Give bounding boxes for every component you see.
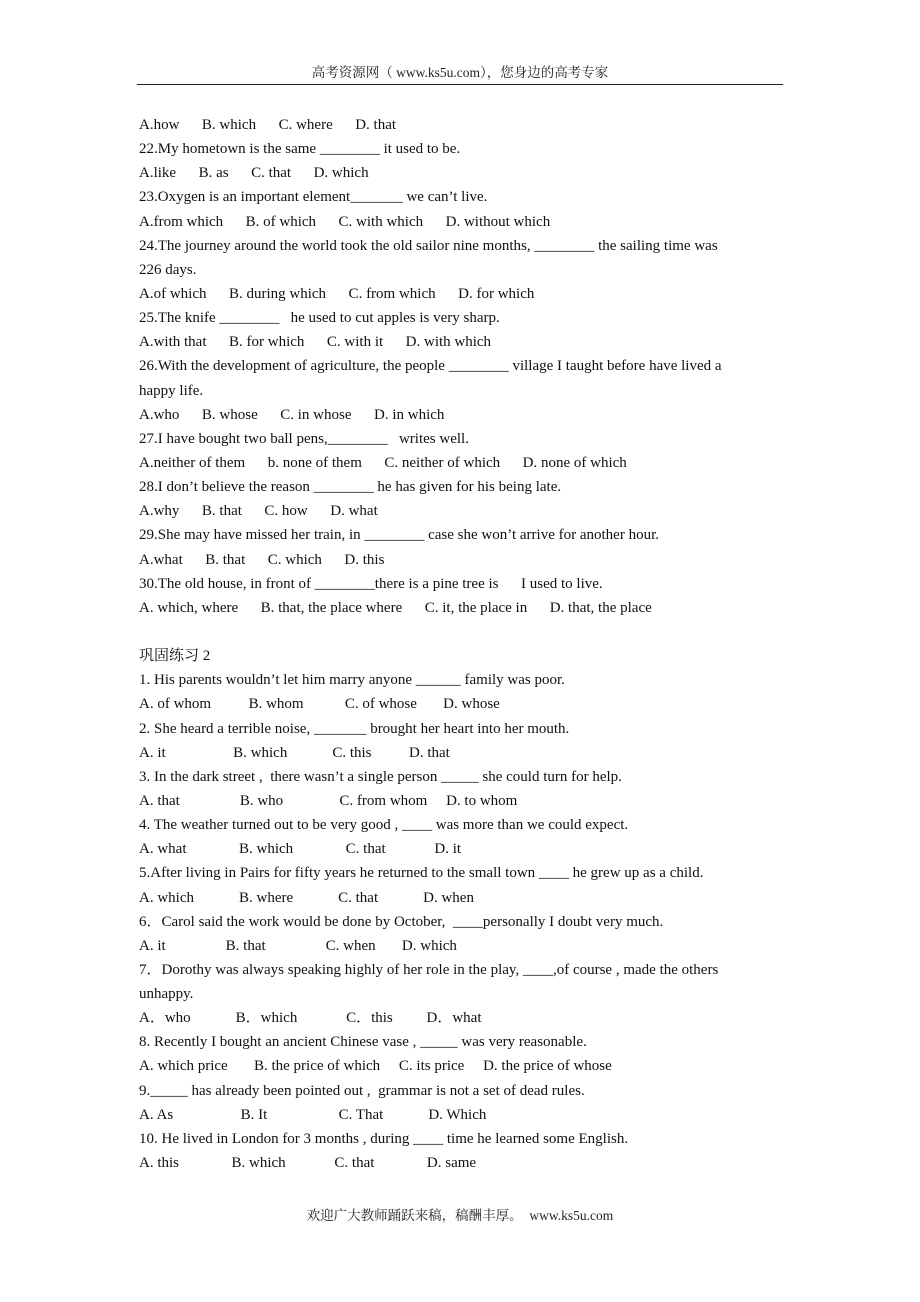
text-line: A.with that B. for which C. with it D. with which [139,334,492,351]
text-line: 25.The knife ________ he used to cut apples is very sharp. [139,310,500,327]
text-line: A. what B. which C. that D. it [139,841,462,858]
document-body [139,113,783,1175]
text-line: 1. His parents wouldn’t let him marry anyone ______ family was poor. [139,672,565,689]
text-line: A. this B. which C. that D. same [139,1155,477,1172]
text-line: A.how B. which C. where D. that [139,117,397,133]
text-line: 7．Dorothy was always speaking highly of her role in the play, ____,of course , made the others [139,961,719,978]
text-line: A.why B. that C. how D. what [139,503,378,520]
text-line: A.who B. whose C. in whose D. in which [139,406,445,423]
text-line: 29.She may have missed her train, in ________ case she won’t arrive for another hour. [139,527,660,544]
text-line: 26.With the development of agriculture, the people ________ village I taught before have lived a [139,358,722,375]
text-line: A. it B. that C. when D. which [139,937,457,954]
text-line: 8. Recently I bought an ancient Chinese vase , _____ was very reasonable. [139,1034,587,1051]
text-line: A. that B. who C. from whom D. to whom [139,792,518,809]
text-line: 24.The journey around the world took the old sailor nine months, ________ the sailing time was [139,237,718,254]
text-line: A. which B. where C. that D. when [139,889,474,906]
text-line: A. of whom B. whom C. of whose D. whose [139,696,500,713]
text-line: A. As B. It C. That D. Which [139,1106,487,1123]
text-line: happy life. [139,382,204,399]
text-line: 5.After living in Pairs for fifty years he returned to the small town ____ he grew up as a child. [139,865,704,882]
text-line: A. which price B. the price of which C. its price D. the price of whose [139,1058,612,1075]
text-line: 4. The weather turned out to be very good , ____ was more than we could expect. [139,817,629,834]
text-line: 10. He lived in London for 3 months , during ____ time he learned some English. [139,1130,629,1147]
section-heading: 巩固练习 2 [139,648,211,665]
text-line: A.what B. that C. which D. this [139,551,385,568]
text-line: 27.I have bought two ball pens,________ writes well. [139,430,469,447]
text-line: A.from which B. of which C. with which D. without which [139,213,551,230]
text-line: 3. In the dark street , there wasn’t a single person _____ she could turn for help. [139,768,622,785]
header-divider [137,84,783,85]
text-line: 22.My hometown is the same ________ it used to be. [139,141,461,158]
text-line: 226 days. [139,261,197,278]
text-line: A．who B．which C．this D．what [139,1010,482,1027]
text-line: A. which, where B. that, the place where C. it, the place in D. that, the place [139,599,652,616]
text-line: A.like B. as C. that D. which [139,165,369,182]
text-line: 23.Oxygen is an important element_______ we can’t live. [139,189,488,206]
blank-line [139,620,783,644]
text-line: A. it B. which C. this D. that [139,744,450,761]
text-line: 30.The old house, in front of ________there is a pine tree is I used to live. [139,575,603,592]
text-line: A.neither of them b. none of them C. neither of which D. none of which [139,454,627,471]
text-line: unhappy. [139,986,194,1003]
text-line: 2. She heard a terrible noise, _______ brought her heart into her mouth. [139,720,570,737]
text-line: 28.I don’t believe the reason ________ he has given for his being late. [139,479,562,496]
text-line: 6．Carol said the work would be done by October, ____personally I doubt very much. [139,913,664,930]
text-line: A.of which B. during which C. from which D. for which [139,285,535,302]
page-header: 高考资源网（ www.ks5u.com），您身边的高考专家 [311,65,609,80]
page-footer: 欢迎广大教师踊跃来稿，稿酬丰厚。 www.ks5u.com [306,1208,614,1223]
text-line: 9._____ has already been pointed out , grammar is not a set of dead rules. [139,1082,585,1099]
